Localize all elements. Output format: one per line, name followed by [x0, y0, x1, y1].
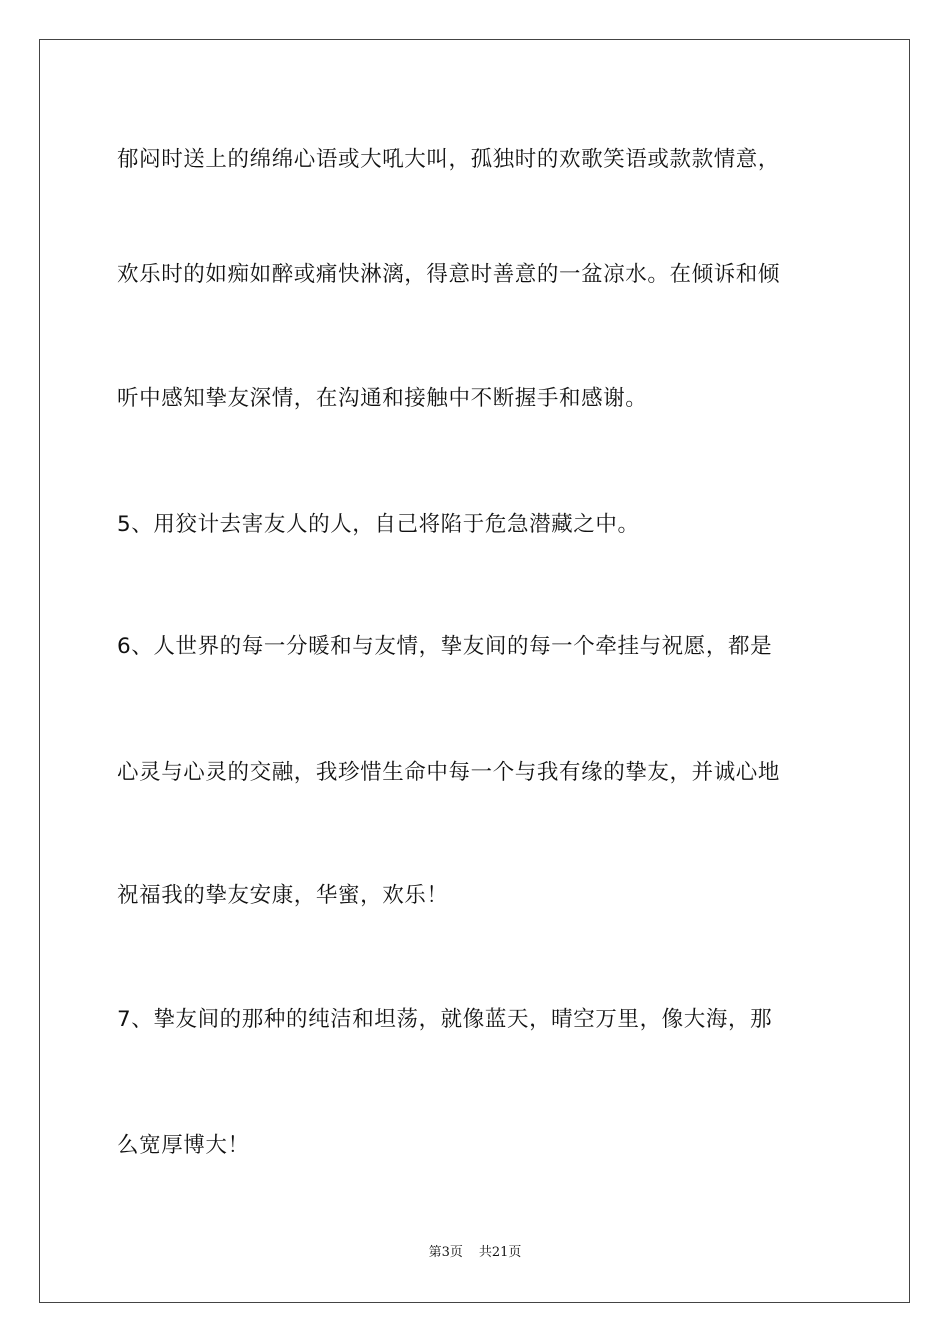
text-line: 郁闷时送上的绵绵心语或大吼大叫，孤独时的欢歌笑语或款款情意， — [117, 147, 781, 172]
page-border — [39, 39, 910, 1303]
page-total: 共21页 — [478, 1245, 522, 1260]
text-line: 心灵与心灵的交融，我珍惜生命中每一个与我有缘的挚友，并诚心地 — [117, 760, 781, 785]
text-line: 7、挚友间的那种的纯洁和坦荡，就像蓝天，晴空万里，像大海，那 — [117, 1007, 773, 1032]
text-line: 5、用狡计去害友人的人，自己将陷于危急潜藏之中。 — [117, 512, 640, 537]
text-line: 祝福我的挚友安康，华蜜，欢乐！ — [117, 883, 449, 908]
text-line: 听中感知挚友深情，在沟通和接触中不断握手和感谢。 — [117, 386, 648, 411]
text-line: 么宽厚博大！ — [117, 1133, 250, 1158]
page-footer — [0, 1244, 950, 1262]
text-line: 欢乐时的如痴如醉或痛快淋漓，得意时善意的一盆凉水。在倾诉和倾 — [117, 262, 781, 287]
text-line: 6、人世界的每一分暖和与友情，挚友间的每一个牵挂与祝愿，都是 — [117, 634, 773, 659]
page-number: 第3页 — [428, 1245, 463, 1260]
